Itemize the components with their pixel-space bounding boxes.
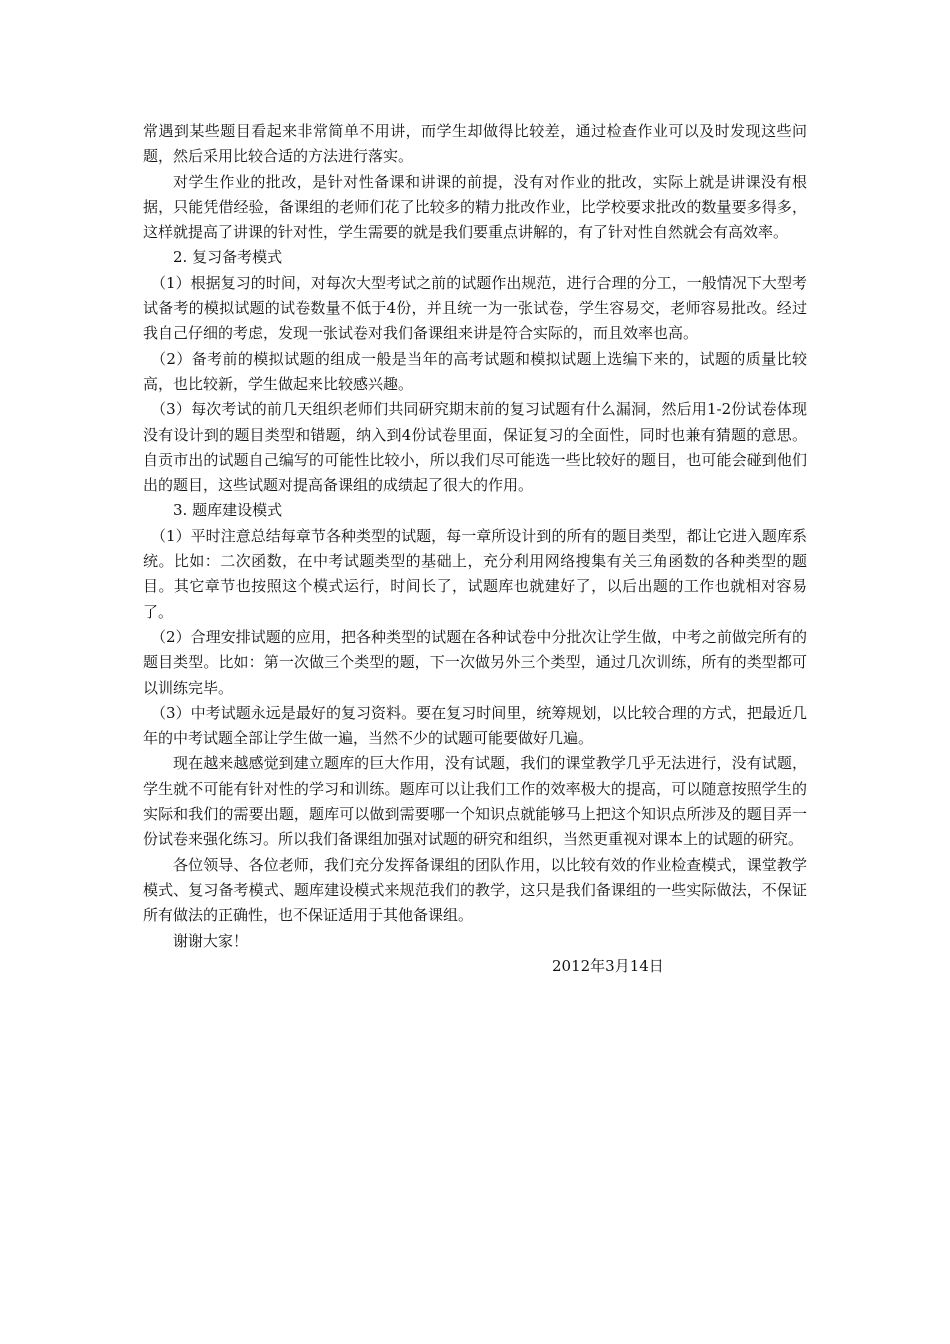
list-item-bank-1: （1）平时注意总结每章节各种类型的试题，每一章所设计到的所有的题目类型，都让它进入题库系统。比如：二次函数，在中考试题类型的基础上，充分利用网络搜集有关三角函数的各种类型的题目。其它章节也按照这个模式运行，时间长了，试题库也就建好了，以后出题的工作也就相对容易了。 [143, 526, 807, 621]
paragraph-homework-grading: 对学生作业的批改，是针对性备课和讲课的前提，没有对作业的批改，实际上就是讲课没有根据，只能凭借经验，备课组的老师们花了比较多的精力批改作业，比学校要求批改的数量要多得多，这样就提高了讲课的针对性，学生需要的就是我们要重点讲解的，有了针对性自然就会有高效率。 [143, 172, 807, 242]
section-heading-review-mode: 2. 复习备考模式 [173, 248, 283, 267]
list-item-review-2: （2）备考前的模拟试题的组成一般是当年的高考试题和模拟试题上选编下来的，试题的质量比较高，也比较新，学生做起来比较感兴趣。 [143, 349, 807, 393]
document-page [143, 119, 807, 979]
section-heading-question-bank: 3. 题库建设模式 [173, 501, 283, 520]
document-date: 2012年3月14日 [552, 956, 664, 975]
paragraph-closing-summary: 各位领导、各位老师，我们充分发挥备课组的团队作用，以比较有效的作业检查模式，课堂教学模式、复习备考模式、题库建设模式来规范我们的教学，这只是我们备课组的一些实际做法，不保证所有做法的正确性，也不保证适用于其他备课组。 [143, 855, 807, 925]
paragraph-homework-check-end: 常遇到某些题目看起来非常简单不用讲，而学生却做得比较差，通过检查作业可以及时发现这些问题，然后采用比较合适的方法进行落实。 [143, 122, 807, 166]
list-item-bank-3: （3）中考试题永远是最好的复习资料。要在复习时间里，统筹规划，以比较合理的方式，把最近几年的中考试题全部让学生做一遍，当然不少的试题可能要做好几遍。 [143, 703, 807, 748]
list-item-review-3: （3）每次考试的前几天组织老师们共同研究期末前的复习试题有什么漏洞，然后用1-2份试卷体现没有设计到的题目类型和错题，纳入到4份试卷里面，保证复习的全面性，同时也兼有猜题的意思。自贡市出的试题自己编写的可能性比较小，所以我们尽可能选一些比较好的题目，也可能会碰到他们出的题目，这些试题对提高备课组的成绩起了很大的作用。 [143, 400, 807, 495]
list-item-bank-2: （2）合理安排试题的应用，把各种类型的试题在各种试卷中分批次让学生做，中考之前做完所有的题目类型。比如：第一次做三个类型的题，下一次做另外三个类型，通过几次训练，所有的类型都可以训练完毕。 [143, 627, 807, 697]
paragraph-thanks: 谢谢大家！ [173, 931, 249, 950]
list-item-review-1: （1）根据复习的时间，对每次大型考试之前的试题作出规范，进行合理的分工，一般情况下大型考试备考的模拟试题的试卷数量不低于4份，并且统一为一张试卷，学生容易交，老师容易批改。经过我自己仔细的考虑，发现一张试卷对我们备课组来讲是符合实际的，而且效率也高。 [143, 273, 807, 343]
paragraph-question-bank-value: 现在越来越感觉到建立题库的巨大作用，没有试题，我们的课堂教学几乎无法进行，没有试题，学生就不可能有针对性的学习和训练。题库可以让我们工作的效率极大的提高，可以随意按照学生的实际和我们的需要出题，题库可以做到需要哪一个知识点就能够马上把这个知识点所涉及的题目弄一份试卷来强化练习。所以我们备课组加强对试题的研究和组织，当然更重视对课本上的试题的研究。 [143, 754, 807, 849]
